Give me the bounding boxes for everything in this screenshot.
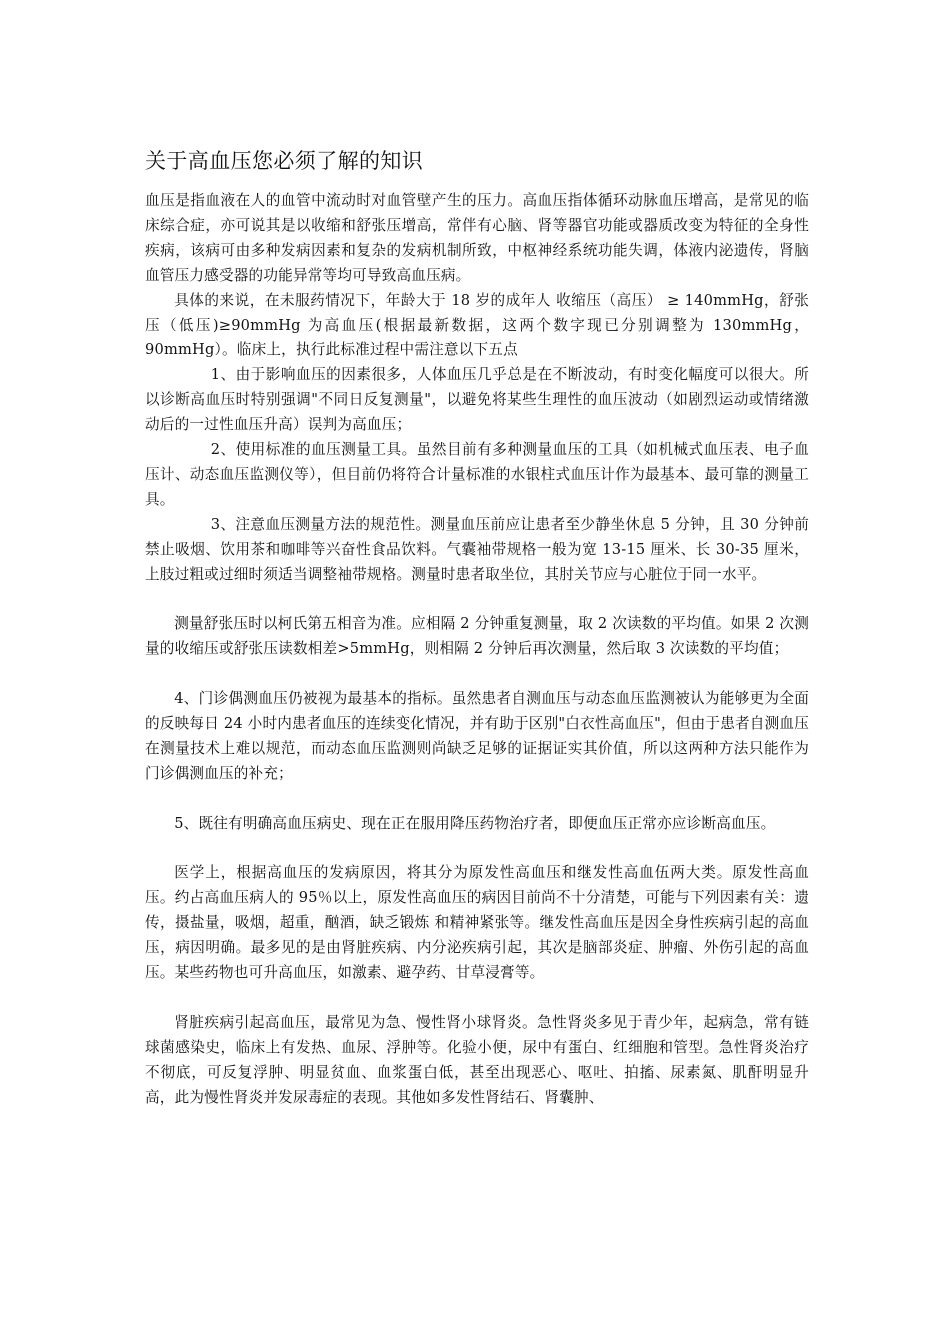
paragraph-criteria: 具体的来说，在未服药情况下，年龄大于 18 岁的成年人 收缩压（高压） ≥ 140mmHg，舒张压（低压)≥90mmHg 为高血压(根据最新数据，这两个数字现已分别调整为 130mmHg，90mmHg）。临床上，执行此标准过程中需注意以下五点 (145, 291, 809, 359)
document-body (145, 189, 809, 1110)
paragraph-kidney-disease: 肾脏疾病引起高血压，最常见为急、慢性肾小球肾炎。急性肾炎多见于青少年，起病急，常有链球菌感染史，临床上有发热、血尿、浮肿等。化验小便，尿中有蛋白、红细胞和管型。急性肾炎治疗不彻底，可反复浮肿、明显贫血、血浆蛋白低，甚至出现恶心、呕吐、拍搐、尿素氮、肌酐明显升高，此为慢性肾炎并发尿毒症的表现。其他如多发性肾结石、肾囊肿、 (145, 1013, 809, 1106)
paragraph-classification: 医学上，根据高血压的发病原因，将其分为原发性高血压和继发性高血伍两大类。原发性高血压。约占高血压病人的 95％以上，原发性高血压的病因目前尚不十分清楚，可能与下列因素有关：遗传，摄盐量，吸烟，超重，酗酒，缺乏锻炼 和精神紧张等。继发性高血压是因全身性疾病引起的高血压，病因明确。最多见的是由肾脏疾病、内分泌疾病引起，其次是脑部炎症、肿瘤、外伤引起的高血压。某些药物也可升高血压，如激素、避孕药、甘草浸膏等。 (145, 864, 809, 982)
paragraph-point-4: 4、门诊偶测血压仍被视为最基本的指标。虽然患者自测血压与动态血压监测被认为能够更为全面的反映每日 24 小时内患者血压的连续变化情况，并有助于区别"白衣性高血压"，但由于患者自测血压在测量技术上难以规范，而动态血压监测则尚缺乏足够的证据证实其价值，所以这两种方法只能作为门诊偶测血压的补充； (145, 690, 809, 782)
document-title: 关于高血压您必须了解的知识 (145, 149, 424, 173)
paragraph-point-5: 5、既往有明确高血压病史、现在正在服用降压药物治疗者，即便血压正常亦应诊断高血压。 (174, 814, 776, 832)
paragraph-point-1: 1、由于影响血压的因素很多，人体血压几乎总是在不断波动，有时变化幅度可以很大。所以诊断高血压时特别强调"不同日反复测量"，以避免将某些生理性的血压波动（如剧烈运动或情绪激动后的一过性血压升高）误判为高血压； (145, 366, 809, 434)
paragraph-definition: 血压是指血液在人的血管中流动时对血管壁产生的压力。高血压指体循环动脉血压增高，是常见的临床综合症，亦可说其是以收缩和舒张压增高，常伴有心脑、肾等器官功能或器质改变为特征的全身性疾病，该病可由多种发病因素和复杂的发病机制所致，中枢神经系统功能失调，体液内泌遗传，肾脑血管压力感受器的功能异常等均可导致高血压病。 (145, 192, 809, 284)
paragraph-point-2: 2、使用标准的血压测量工具。虽然目前有多种测量血压的工具（如机械式血压表、电子血压计、动态血压监测仪等），但目前仍将符合计量标准的水银柱式血压计作为最基本、最可靠的测量工具。 (145, 441, 809, 508)
paragraph-point-3: 3、注意血压测量方法的规范性。测量血压前应让患者至少静坐休息 5 分钟，且 30 分钟前禁止吸烟、饮用茶和咖啡等兴奋性食品饮料。气囊袖带规格一般为宽 13-15 厘米、长 30-35 厘米，上肢过粗或过细时须适当调整袖带规格。测量时患者取坐位，其肘关节应与心脏位于同一水平。 (145, 515, 809, 583)
paragraph-diastolic-measurement: 测量舒张压时以柯氏第五相音为准。应相隔 2 分钟重复测量，取 2 次读数的平均值。如果 2 次测量的收缩压或舒张压读数相差>5mmHg，则相隔 2 分钟后再次测量，然后取 3 次读数的平均值； (145, 615, 809, 658)
